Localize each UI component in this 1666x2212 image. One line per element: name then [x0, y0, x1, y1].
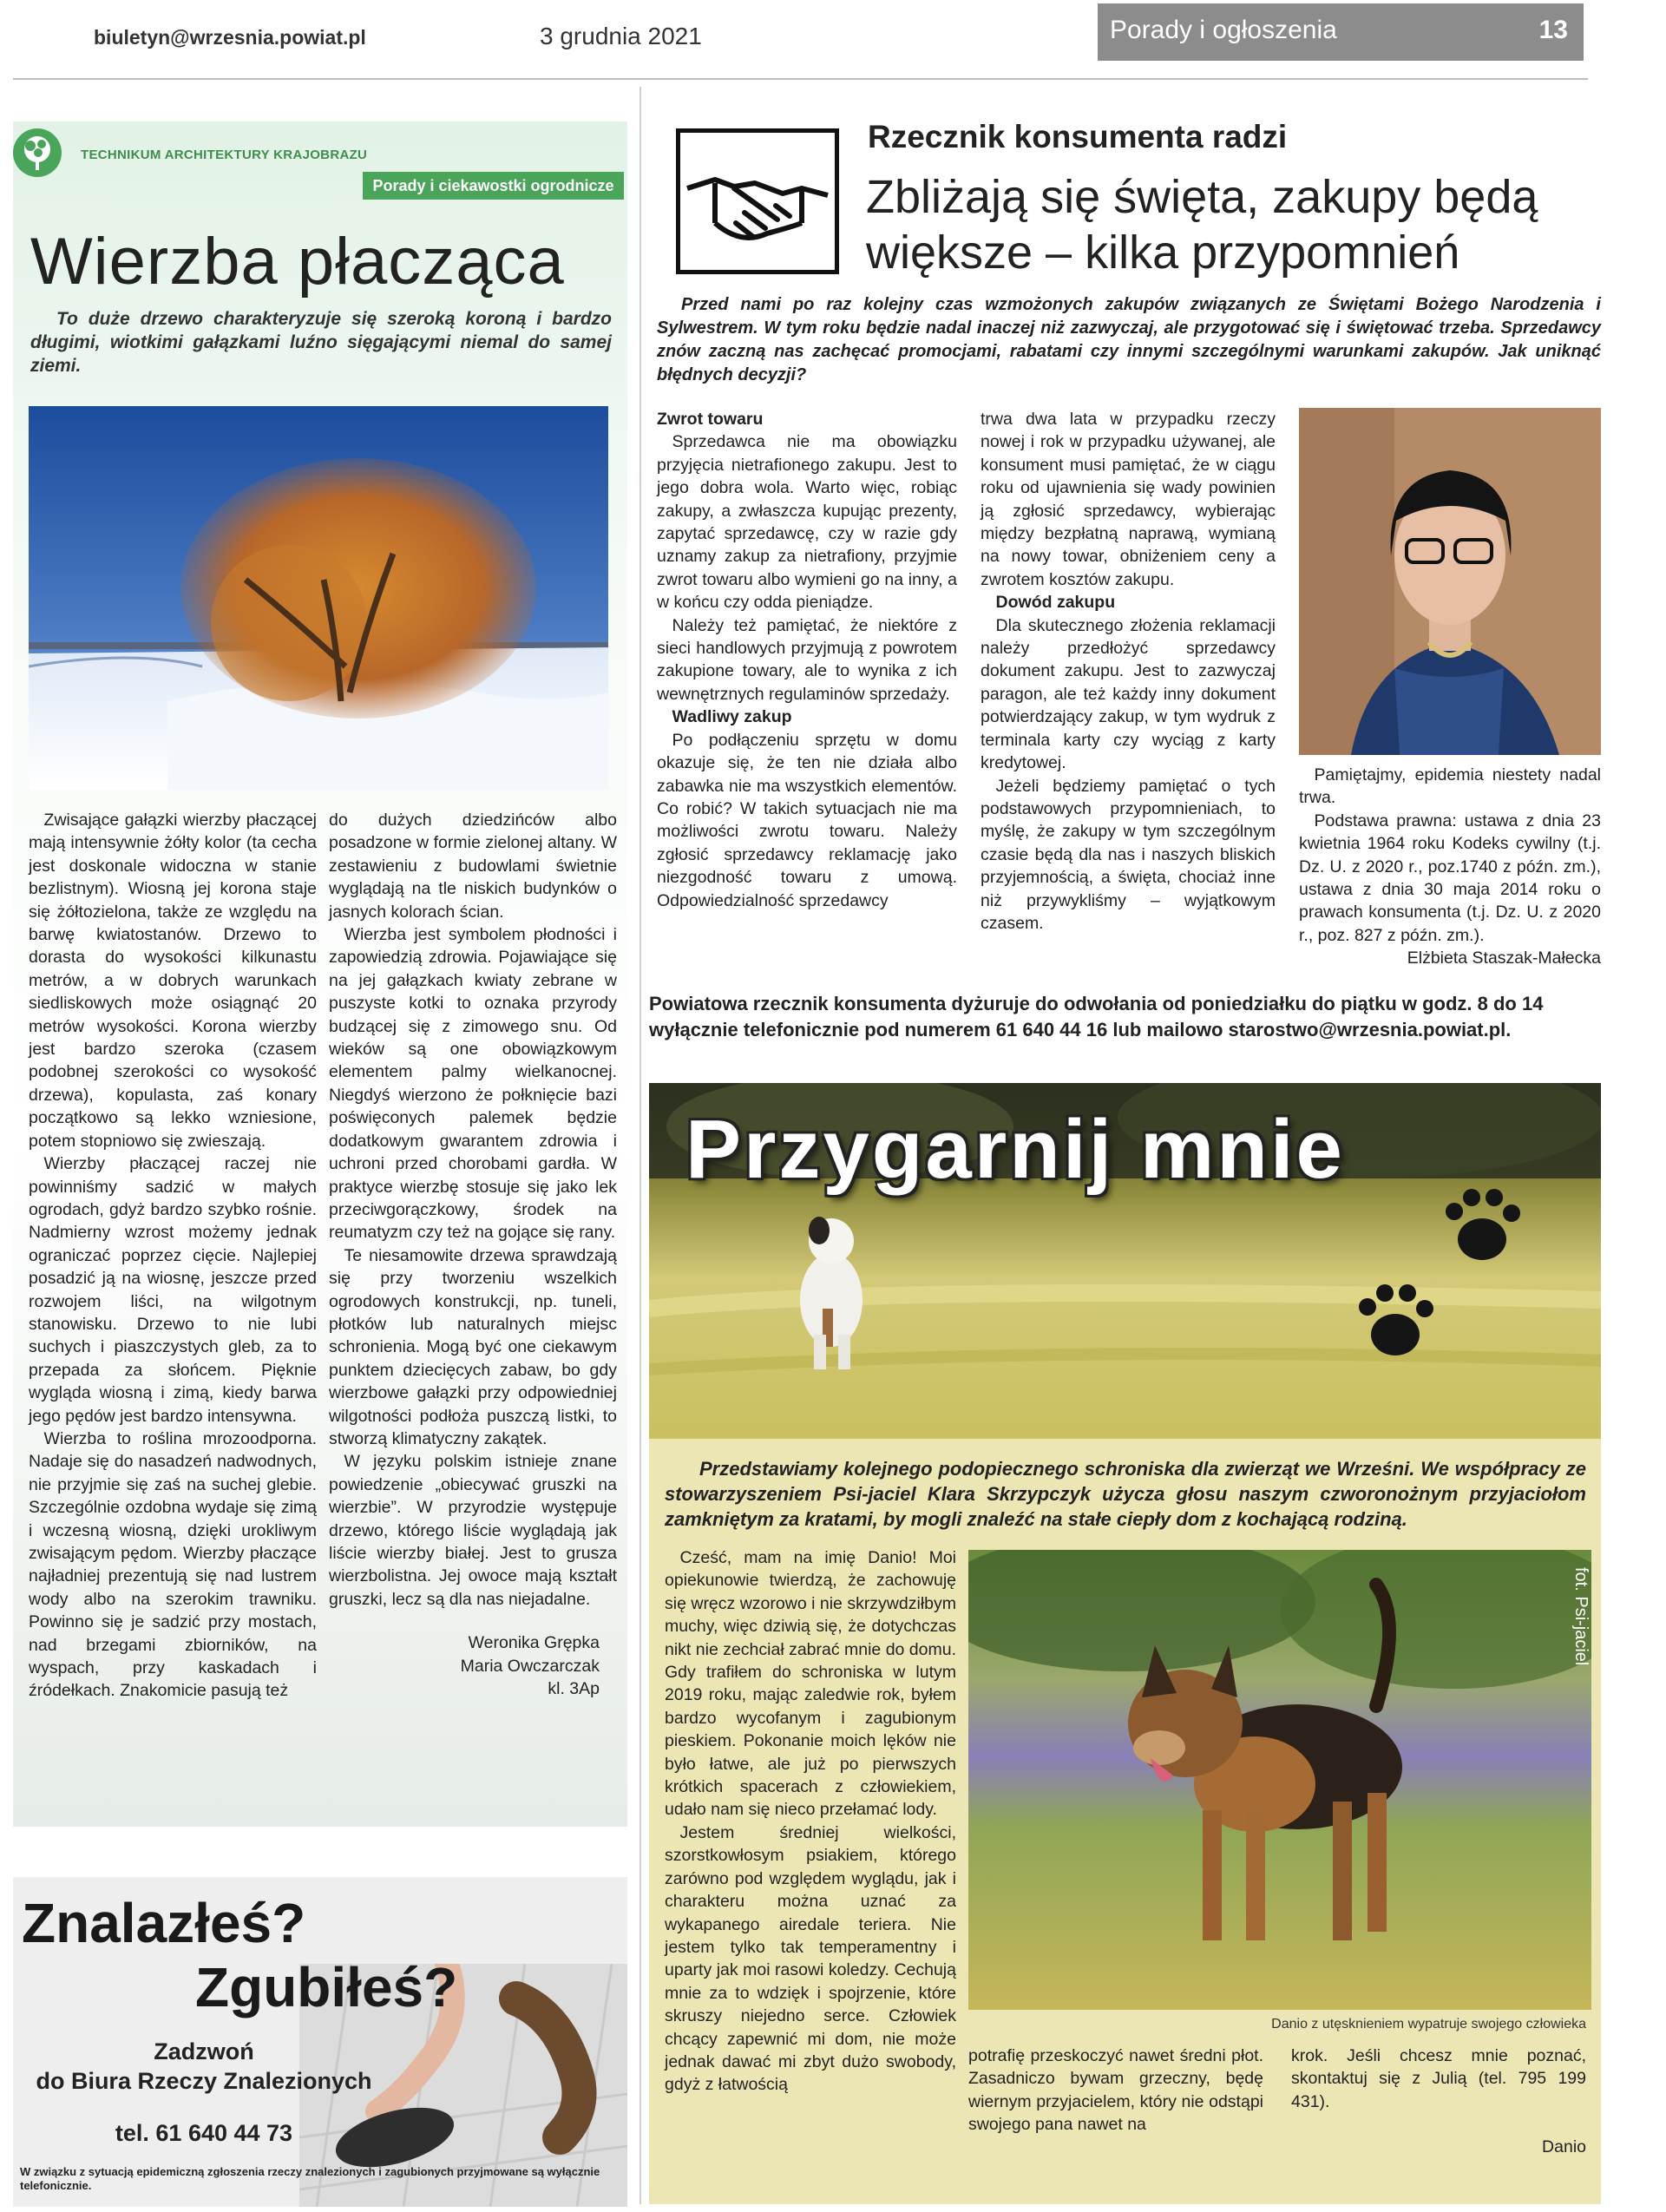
dog-caption: Danio z utęsknieniem wypatruje swojego człowieka [1271, 2017, 1586, 2031]
adopt-section [649, 1083, 1601, 2204]
page-number: 13 [1538, 16, 1568, 44]
author-name: Weronika Grępka [468, 1633, 600, 1653]
consumer-column-2 [981, 408, 1276, 935]
consumer-title-2: większe – kilka przypomnień [866, 226, 1460, 279]
consumer-lead: Przed nami po raz kolejny czas wzmożonych zakupów związanych ze Świętami Bożego Narodzenia i Sylwestrem. W tym roku będzie nadal inaczej niż zazwyczaj, ale przygotować się i świętować trzeba. Sprzedawcy znów zaczną nas zachęcać promocjami, rabatami czy innymi szczególnymi warunkami zakupów. Jak uniknąć błędnych decyzji? [657, 295, 1601, 384]
lost-phone[interactable]: tel. 61 640 44 73 [115, 2120, 293, 2146]
willow-column-2 [329, 809, 617, 1700]
tree-icon [13, 128, 62, 177]
willow-paragraph: do dużych dziedzińców albo posadzone w formie zielonej altany. W zestawieniu z budowlami świetnie wyglądają na tle niskich budynków o jasnych kolorach ścian. [329, 811, 617, 922]
consumer-paragraph: trwa dwa lata w przypadku rzeczy nowej i rok w przypadku używanej, ale konsument musi pamiętać, że w ciągu roku od ujawnienia się wady powinien ją zgłosić sprzedawcy, wybierając między bezpłatną naprawą, wymianą na nowy towar, obniżeniem ceny a zwrotem kosztów zakupu. [981, 410, 1276, 589]
consumer-paragraph: Jeżeli będziemy pamiętać o tych podstawowych przypomnieniach, to myślę, że zakupy w tym szczególnym czasie będą dla nas i naszych bliskich przyjemnością, a święta, chociaż inne niż przywykliśmy – wyjątkowym czasem. [981, 776, 1276, 933]
adopt-paragraph: potrafię przeskoczyć nawet średni płot. Zasadniczo bywam grzeczny, będę wiernym przyjacielem, który nie odstąpi swojego pana nawet na [968, 2046, 1263, 2135]
consumer-signature: Elżbieta Staszak-Małecka [1407, 948, 1601, 968]
consumer-column-3 [1299, 764, 1601, 970]
consumer-paragraph: Pamiętajmy, epidemia niestety nadal trwa. [1299, 765, 1601, 808]
header-section: Porady i ogłoszenia [1110, 16, 1337, 44]
willow-paragraph: Wierzba jest symbolem płodności i zapowiedzią zdrowia. Pojawiające się na jej gałązkach kwiaty zebrane w puszyste kotki to oznaka przyrody budzącej się z zimowego snu. Od wieków są one obowiązkowym elementem palmy wielkanocnej. Niegdyś wierzono że połknięcie bazi poświęconych palemek będzie dodatkowym gwarantem zdrowia i uchroni przed chorobami gardła. W praktyce wierzbę stosuje się jako lek przeciwgorączkowy, środek na reumatyzm czy też na gojące się rany. [329, 925, 617, 1243]
consumer-portrait [1299, 408, 1601, 755]
subheading-return: Zwrot towaru [657, 410, 764, 429]
header-rule [13, 78, 1588, 80]
willow-article [13, 121, 627, 1827]
adopt-paragraph: krok. Jeśli chcesz mnie poznać, skontaktuj się z Julią (tel. 795 199 431). [1291, 2046, 1586, 2111]
handshake-icon [680, 133, 835, 270]
willow-paragraph: Wierzby płaczącej raczej nie powinniśmy sadzić w małych ogrodach, gdyż bardzo szybko rośnie. Nadmierny wzrost możemy jednak ograniczać poprzez cięcie. Najlepiej posadzić ją na wiosnę, jeszcze przed rozwojem liści, na wilgotnym stanowisku. Drzewo to nie lubi suchych i piaszczystych gleb, za to przepada za słońcem. Pięknie wygląda wiosną i zimą, kiedy barwa jego pędów jest bardzo intensywna. [29, 1154, 317, 1426]
photo-credit: fot. Psi-jaciel [1571, 1567, 1591, 1666]
consumer-title-1: Zbliżają się święta, zakupy będą [866, 171, 1538, 223]
adopt-column-3 [1291, 2045, 1586, 2159]
lost-note: W związku z sytuacją epidemiczną zgłoszenia rzeczy znalezionych i zagubionych przyjmowane są wyłącznie telefonicznie. [20, 2165, 600, 2192]
consumer-paragraph: Po podłączeniu sprzętu w domu okazuje się, że ten nie działa albo zabawka nie ma wszystkich elementów. Co robić? W takich sytuacjach nie ma możliwości zwrotu towaru. Należy zgłosić sprzedawcy reklamację jako niezgodność towaru z umową. Odpowiedzialność sprzedawcy [657, 730, 957, 910]
author-name: Maria Owczarczak [460, 1656, 600, 1676]
dog-photo [968, 1550, 1591, 2010]
adopt-paragraph: Cześć, mam na imię Danio! Moi opiekunowie twierdzą, że zachowuję się wręcz wzorowo i nie skrzywdziłbym muchy, więc dziwią się, że dotychczas nikt nie zechciał zabrać mnie do domu. Gdy trafiłem do schroniska w lutym 2019 roku, mając zaledwie rok, byłem bardzo wycofanym i zagubionym pieskiem. Pokonanie moich lęków nie było łatwe, ale już po pierwszych krótkich spacerach z człowiekiem, udało nam się nieco przełamać lody. [665, 1548, 957, 1820]
adopt-signature: Danio [1542, 2137, 1586, 2157]
adopt-column-2 [968, 2045, 1263, 2137]
lost-question-2: Zgubiłeś? [195, 1956, 458, 2018]
consumer-column-1 [657, 408, 957, 912]
lost-call-2: do Biura Rzeczy Znalezionych [36, 2068, 372, 2094]
willow-photo [29, 406, 608, 790]
school-logo [13, 128, 62, 177]
lost-question-1: Znalazłeś? [22, 1892, 306, 1954]
adopt-title: Przygarnij mnie [685, 1103, 1345, 1196]
willow-paragraph: Te niesamowite drzewa sprawdzają się przy tworzeniu wszelkich ogrodowych konstrukcji, np. tuneli, płotków lub naturalnych miejsc schronienia. Mogą być one ciekawym punktem dziecięcych zabaw, bo gdy wierzbowe gałązki przy odpowiedniej wilgotności podłoża puszczą listki, to stworzą klimatyczny zakątek. [329, 1245, 617, 1448]
willow-authors [329, 1631, 617, 1700]
subheading-receipt: Dowód zakupu [995, 593, 1116, 613]
willow-tag: Porady i ciekawostki ogrodnicze [363, 172, 624, 200]
school-name: TECHNIKUM ARCHITEKTURY KRAJOBRAZU [81, 148, 368, 162]
header-email[interactable]: biuletyn@wrzesnia.powiat.pl [94, 26, 366, 49]
willow-paragraph: Wierzba to roślina mrozoodporna. Nadaje się do nasadzeń nadwodnych, nie przyjmie się zaś na suchej glebie. Szczególnie ozdobna wydaje się zimą i wczesną wiosną, dzięki urokliwym zwisającym pędom. Wierzby płaczące najładniej prezentują się nad lustrem wody albo na szerokim trawniku. Powinno się je sadzić przy mostach, nad brzegami zbiorników, na wyspach, przy kaskadach i źródełkach. Znakomicie pasują też [29, 1428, 317, 1701]
lost-call-1: Zadzwoń [154, 2038, 254, 2064]
willow-title: Wierzba płacząca [30, 225, 565, 299]
adopt-paragraph: Jestem średniej wielkości, szorstkowłosym psiakiem, którego zarówno pod względem wyglądu, jak i charakteru można uznać za wykapanego airedale teriera. Nie jestem tylko tak temperamentny i uparty jak moi rasowi koledzy. Cechują mnie za to wdzięk i spojrzenie, które skruszy niejedno serce. Człowiek chcący zapewnić mi dom, nie może jednak dawać mi zbyt dużo swobody, gdyż z łatwością [665, 1822, 956, 2095]
subheading-defect: Wadliwy zakup [672, 707, 792, 727]
willow-paragraph: Zwisające gałązki wierzby płaczącej mają intensywnie żółty kolor (ta cecha jest doskonale widoczna w stanie bezlistnym). Wiosną jej korona staje się żółtozielona, także ze względu na barwę kwiatostanów. Drzewo to dorasta do wysokości kilkunastu metrów, a w dobrych warunkach siedliskowych może osiągnąć 20 metrów wysokości. Korona wierzby jest bardzo szeroka (czasem podobnej szerokości co wysokość drzewa), kopulasta, zaś konary początkowo są lekko wzniesione, potem stopniowo się zwieszają. [29, 811, 317, 1151]
adopt-lead: Przedstawiamy kolejnego podopiecznego schroniska dla zwierząt we Wrześni. We współpracy ze stowarzyszeniem Psi-jaciel Klara Skrzypczyk użycza głosu naszym czworonożnym przyjaciołom zamkniętym za kratami, by mogli znaleźć na stałe ciepły dom z kochającą rodziną. [665, 1458, 1586, 1530]
header-section-bar [1098, 3, 1584, 61]
lost-found-ad [13, 1877, 627, 2207]
adopt-column-1 [665, 1546, 956, 2097]
consumer-paragraph: Dla skutecznego złożenia reklamacji należy przedłożyć sprzedawcy dokument zakupu. Jest to zazwyczaj paragon, ale też każdy inny dokument potwierdzający zakup, w tym wydruk z terminala karty czy wyciąg z karty kredytowej. [981, 615, 1276, 773]
consumer-paragraph: Należy też pamiętać, że niektóre z sieci handlowych przyjmują z powrotem zakupione towary, ale to wynika z ich wewnętrznych regulaminów sprzedaży. [657, 615, 957, 704]
consumer-paragraph: Podstawa prawna: ustawa z dnia 23 kwietnia 1964 roku Kodeks cywilny (t.j. Dz. U. z 2020 r., poz.1740 z późn. zm.), ustawa z dnia 30 maja 2014 roku o prawach konsumenta (t.j. Dz. U. z 2020 r., poz. 827 z późn. zm.). [1299, 811, 1601, 945]
header-date: 3 grudnia 2021 [540, 23, 702, 49]
column-divider [640, 87, 641, 2204]
consumer-footer: Powiatowa rzecznik konsumenta dyżuruje do odwołania od poniedziałku do piątku w godz. 8 do 14 wyłącznie telefonicznie pod numerem 61 640 44 16 lub mailowo starostwo@wrzesnia.powiat.pl. [649, 993, 1544, 1040]
willow-paragraph: W języku polskim istnieje znane powiedzenie „obiecywać gruszki na wierzbie”. W przyrodzie występuje drzewo, którego liście wyglądają jak liście wierzby białej. Jest to grusza wierzbolistna. Jej owoce mają kształt gruszki, lecz są dla nas niejadalne. [329, 1452, 617, 1609]
consumer-paragraph: Sprzedawca nie ma obowiązku przyjęcia nietrafionego zakupu. Jest to jego dobra wola. Warto więc, robiąc zakupy, a zwłaszcza kupując prezenty, zapytać sprzedawcę, czy w razie gdy uznamy zakup za nietrafiony, przyjmie zwrot towaru albo wymieni go na inny, a w końcu czy odda pieniądze. [657, 432, 957, 613]
handshake-box [676, 128, 839, 274]
consumer-kicker: Rzecznik konsumenta radzi [868, 119, 1288, 154]
author-class: kl. 3Ap [548, 1679, 600, 1699]
page-header [0, 0, 1666, 65]
willow-lead: To duże drzewo charakteryzuje się szeroką koroną i bardzo długimi, wiotkimi gałązkami luźno sięgającymi niemal do samej ziemi. [30, 309, 612, 376]
willow-column-1 [29, 809, 317, 1703]
